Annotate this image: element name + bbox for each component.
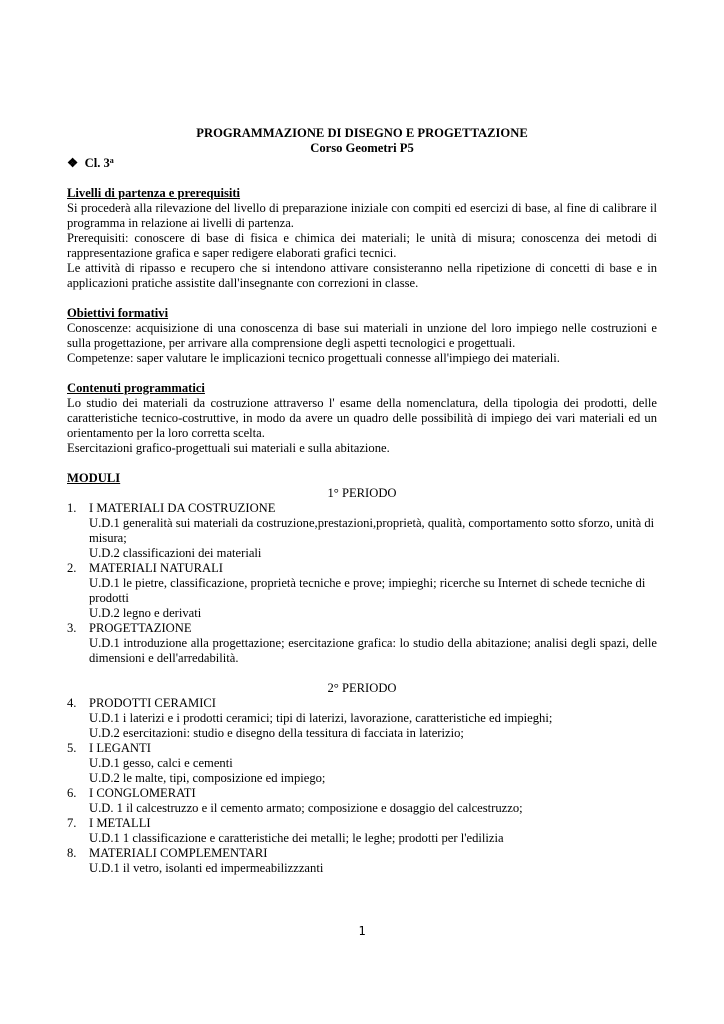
module-number: 8. [67, 846, 77, 860]
module-unit: U.D.1 i laterizi e i prodotti ceramici; tipi di laterizi, lavorazione, caratteristiche ed impieghi; [89, 711, 553, 725]
module-unit: U.D.2 le malte, tipi, composizione ed impiego; [89, 771, 326, 785]
livelli-paragraph-1: Si procederà alla rilevazione del livello di preparazione iniziale con compiti ed esercizi di base, al fine di calibrare il programma in relazione ai livelli di partenza. [67, 201, 657, 230]
contenuti-paragraph-1: Lo studio dei materiali da costruzione attraverso l' esame della nomenclatura, della tipologia dei prodotti, delle caratteristiche tecnico-costruttive, in modo da avere un quadro delle possibilità di impiego dei vari materiali ed un orientamento per la loro corretta scelta. [67, 396, 657, 440]
module-number: 1. [67, 501, 77, 515]
four-diamond-bullet-icon: ❖ [67, 156, 79, 170]
heading-moduli: MODULI [67, 471, 121, 485]
livelli-paragraph-3: Le attività di ripasso e recupero che si intendono attivare consisteranno nella ripetizione di concetti di base e in applicazioni pratiche assistite dall'insegnante con correzioni in classe. [67, 261, 657, 290]
module-unit: U.D.2 classificazioni dei materiali [89, 546, 262, 560]
module-title: MATERIALI COMPLEMENTARI [89, 846, 268, 860]
module-title: I MATERIALI DA COSTRUZIONE [89, 501, 276, 515]
moduli-list-2 [67, 696, 657, 876]
module-number: 5. [67, 741, 77, 755]
module-item [67, 696, 657, 741]
module-title: MATERIALI NATURALI [89, 561, 223, 575]
module-item [67, 501, 657, 561]
module-unit: U.D.1 gesso, calci e cementi [89, 756, 233, 770]
module-item [67, 816, 657, 846]
module-unit: U.D.1 generalità sui materiali da costruzione,prestazioni,proprietà, qualità, comportamento sotto sforzo, unità di misura; [89, 516, 655, 545]
page-number: 1 [358, 924, 366, 938]
module-title: PRODOTTI CERAMICI [89, 696, 216, 710]
module-number: 4. [67, 696, 77, 710]
document-title: PROGRAMMAZIONE DI DISEGNO E PROGETTAZIONE [196, 126, 528, 140]
moduli-list-1 [67, 501, 657, 666]
module-unit: U.D.1 1 classificazione e caratteristiche dei metalli; le leghe; prodotti per l'edilizia [89, 831, 504, 845]
module-unit: U.D.2 legno e derivati [89, 606, 202, 620]
module-unit: U.D.1 il vetro, isolanti ed impermeabilizzzanti [89, 861, 324, 875]
module-title: PROGETTAZIONE [89, 621, 192, 635]
module-unit: U.D.2 esercitazioni: studio e disegno della tessitura di facciata in laterizio; [89, 726, 464, 740]
obiettivi-paragraph-1: Conoscenze: acquisizione di una conoscenza di base sui materiali in unzione del loro impiego nelle costruzioni e sulla progettazione, per arrivare alla comprensione degli aspetti tecnologici e progettuali. [67, 321, 657, 350]
module-item [67, 846, 657, 876]
module-number: 6. [67, 786, 77, 800]
module-number: 7. [67, 816, 77, 830]
livelli-paragraph-2: Prerequisiti: conoscere di base di fisica e chimica dei materiali; le unità di misura; conoscenza dei metodi di rappresentazione grafica e saper redigere elaborati grafici tecnici. [67, 231, 657, 260]
document-subtitle: Corso Geometri P5 [310, 141, 414, 155]
module-item [67, 621, 657, 666]
module-unit: U.D.1 introduzione alla progettazione; esercitazione grafica: lo studio della abitazione; analisi degli spazi, delle dimensioni e dell'arredabilità. [89, 636, 657, 665]
module-item [67, 561, 657, 621]
period-1-label: 1° PERIODO [327, 486, 397, 500]
module-title: I LEGANTI [89, 741, 151, 755]
contenuti-paragraph-2: Esercitazioni grafico-progettuali sui materiali e sulla abitazione. [67, 441, 390, 455]
module-number: 3. [67, 621, 77, 635]
module-unit: U.D. 1 il calcestruzzo e il cemento armato; composizione e dosaggio del calcestruzzo; [89, 801, 523, 815]
class-sup: a [109, 156, 114, 165]
module-title: I METALLI [89, 816, 151, 830]
module-number: 2. [67, 561, 77, 575]
heading-obiettivi: Obiettivi formativi [67, 306, 169, 320]
module-title: I CONGLOMERATI [89, 786, 196, 800]
class-label: Cl. 3 [84, 156, 110, 170]
obiettivi-paragraph-2: Competenze: saper valutare le implicazioni tecnico progettuali connesse all'impiego dei materiali. [67, 351, 560, 365]
document-page [67, 126, 657, 876]
period-2-label: 2° PERIODO [327, 681, 397, 695]
heading-livelli: Livelli di partenza e prerequisiti [67, 186, 241, 200]
heading-contenuti: Contenuti programmatici [67, 381, 205, 395]
class-line [67, 156, 657, 171]
module-item [67, 786, 657, 816]
module-item [67, 741, 657, 786]
module-unit: U.D.1 le pietre, classificazione, proprietà tecniche e prove; impieghi; ricerche su Internet di schede tecniche di prodotti [89, 576, 646, 605]
